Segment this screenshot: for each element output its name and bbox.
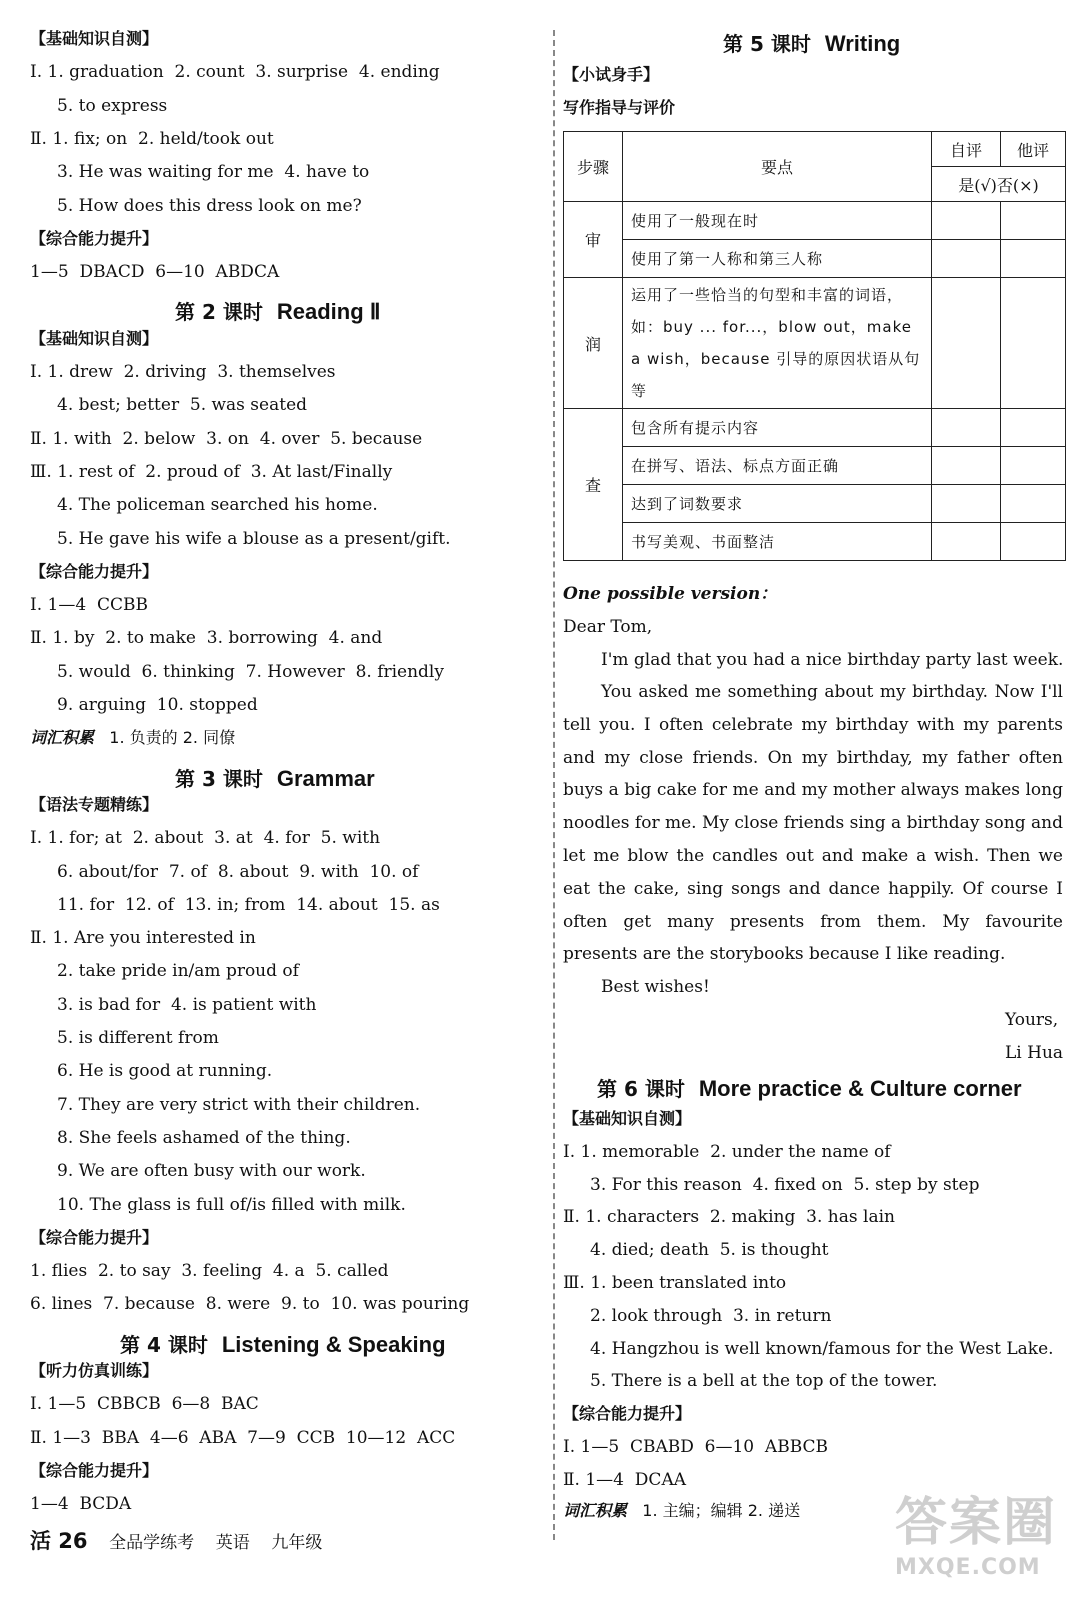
self-eval-cell [932, 278, 1001, 409]
section-heading: 【语法专题精练】 [30, 794, 159, 814]
answer-line: Ⅱ. 1. Are you interested in [30, 928, 256, 949]
answer-line: 5. There is a bell at the top of the tower. [563, 1371, 938, 1392]
lesson-5-title: 第 5 课时 Writing [723, 31, 901, 56]
answer-line: 3. For this reason 4. fixed on 5. step by step [563, 1174, 980, 1195]
lesson-title: 第 3 课时 Grammar [175, 765, 375, 791]
step-review: 审 [564, 202, 623, 278]
answer-line: 3. is bad for 4. is patient with [30, 994, 317, 1015]
answer-line: 5. He gave his wife a blouse as a present/gift. [30, 528, 451, 549]
answer-line: 2. take pride in/am proud of [30, 961, 299, 982]
table-point: 包含所有提示内容 [623, 409, 932, 447]
answer-line: 11. for 12. of 13. in; from 14. about 15. as [30, 894, 440, 915]
answer-line: Ⅱ. 1. characters 2. making 3. has lain [563, 1207, 895, 1228]
peer-eval-cell [1001, 447, 1066, 485]
book-name: 全品学练考 [109, 1533, 195, 1553]
section-heading: 【综合能力提升】 [563, 1404, 692, 1424]
peer-eval-cell [1001, 240, 1066, 278]
answer-line: 1. flies 2. to say 3. feeling 4. a 5. called [30, 1261, 389, 1282]
version-label: One possible version： [563, 584, 778, 604]
table-point: 运用了一些恰当的句型和丰富的词语，如：buy ... for...，blow out，make a wish，because 引导的原因状语从句等 [623, 278, 932, 409]
section-heading: 【基础知识自测】 [30, 328, 159, 348]
answer-line: 5. to express [30, 95, 168, 116]
peer-eval-cell [1001, 523, 1066, 561]
section-heading: 【基础知识自测】 [563, 1109, 692, 1128]
answer-line: 2. look through 3. in return [563, 1305, 832, 1326]
table-point: 在拼写、语法、标点方面正确 [623, 447, 932, 485]
answer-line: Ⅱ. 1. by 2. to make 3. borrowing 4. and [30, 628, 383, 649]
table-point: 使用了一般现在时 [623, 202, 932, 240]
answer-line: Ⅲ. 1. rest of 2. proud of 3. At last/Finally [30, 461, 393, 482]
answer-line: 6. about/for 7. of 8. about 9. with 10. of [30, 861, 419, 882]
self-eval-cell [932, 240, 1001, 278]
answer-line: Ⅰ. 1—5 CBABD 6—10 ABBCB [563, 1437, 829, 1457]
answer-line: 1—4 BCDA [30, 1494, 132, 1515]
lesson-6-title: 第 6 课时 More practice & Culture corner [597, 1076, 1022, 1101]
answer-line: Ⅱ. 1. with 2. below 3. on 4. over 5. because [30, 428, 423, 449]
section-try: 【小试身手】 [563, 65, 660, 84]
grade: 九年级 [271, 1533, 323, 1553]
answer-line: 4. Hangzhou is well known/famous for the West Lake. [563, 1338, 1054, 1359]
answer-line: Ⅱ. 1—4 DCAA [563, 1469, 686, 1490]
answer-line: 5. would 6. thinking 7. However 8. friendly [30, 661, 444, 682]
table-point: 达到了词数要求 [623, 485, 932, 523]
table-point: 使用了第一人称和第三人称 [623, 240, 932, 278]
peer-eval-cell [1001, 202, 1066, 240]
table-head-peer: 他评 [1001, 132, 1066, 167]
answer-line: Ⅱ. 1—3 BBA 4—6 ABA 7—9 CCB 10—12 ACC [30, 1427, 456, 1448]
peer-eval-cell [1001, 409, 1066, 447]
answer-line: Ⅰ. 1. memorable 2. under the name of [563, 1141, 891, 1162]
answer-line: Ⅰ. 1. drew 2. driving 3. themselves [30, 362, 336, 382]
lesson-title: 第 4 课时 Listening & Speaking [120, 1331, 446, 1357]
answer-line: 1—5 DBACD 6—10 ABDCA [30, 262, 280, 283]
self-eval-cell [932, 409, 1001, 447]
vocab-accumulation-6: 词汇积累 1. 主编；编辑 2. 递送 [563, 1501, 801, 1520]
letter-closing: Yours, [1005, 1010, 1059, 1030]
guide-title: 写作指导与评价 [563, 98, 676, 117]
step-check: 查 [564, 409, 623, 561]
letter-signature: Li Hua [1005, 1043, 1064, 1063]
letter-paragraph-3: Best wishes! [601, 977, 710, 997]
column-divider [553, 30, 555, 1540]
section-heading: 【听力仿真训练】 [30, 1361, 159, 1380]
lesson-title: 第 2 课时 Reading Ⅱ [175, 299, 381, 325]
letter-paragraph-1: I'm glad that you had a nice birthday party last week. [601, 650, 1064, 670]
peer-eval-cell [1001, 278, 1066, 409]
answer-line: 4. best; better 5. was seated [30, 395, 308, 416]
answer-line: 5. How does this dress look on me? [30, 195, 362, 216]
answer-line: Ⅰ. 1. for; at 2. about 3. at 4. for 5. with [30, 828, 381, 849]
answer-line: 10. The glass is full of/is filled with milk. [30, 1194, 406, 1215]
peer-eval-cell [1001, 485, 1066, 523]
self-eval-cell [932, 202, 1001, 240]
page-footer [30, 1525, 322, 1555]
answer-line: 9. We are often busy with our work. [30, 1161, 366, 1182]
self-eval-cell [932, 447, 1001, 485]
writing-guide-table [563, 131, 1066, 561]
table-head-self: 自评 [932, 132, 1001, 167]
subject: 英语 [215, 1533, 250, 1553]
answer-line: 7. They are very strict with their children. [30, 1094, 421, 1115]
answer-line: 3. He was waiting for me 4. have to [30, 162, 370, 183]
table-point: 书写美观、书面整洁 [623, 523, 932, 561]
answer-line: Ⅱ. 1. fix; on 2. held/took out [30, 128, 274, 149]
table-head-step: 步骤 [564, 132, 623, 202]
answer-line: Ⅲ. 1. been translated into [563, 1273, 787, 1293]
answer-line: Ⅰ. 1—5 CBBCB 6—8 BAC [30, 1394, 259, 1415]
self-eval-cell [932, 523, 1001, 561]
answer-line: Ⅰ. 1. graduation 2. count 3. surprise 4. ending [30, 62, 440, 83]
answer-line: 4. The policeman searched his home. [30, 495, 378, 516]
letter-greeting: Dear Tom, [563, 617, 653, 637]
table-head-mark: 是(√)否(×) [932, 167, 1066, 202]
section-heading: 【综合能力提升】 [30, 561, 159, 581]
section-heading: 【综合能力提升】 [30, 1460, 159, 1480]
answer-line: 5. is different from [30, 1028, 219, 1048]
page-number: 活 26 [30, 1529, 88, 1553]
answer-line: 4. died; death 5. is thought [563, 1240, 829, 1261]
letter-paragraph-2: You asked me something about my birthday. Now I'll tell you. I often celebrate my birthday with my parents and my close friends. On my birthday, my father often buys a big cake for me and my mother always makes long noodles for me. My close friends sing a birthday song and let me blow the candles out and make a wish. Then we eat the cake, sing songs and dance happily. Of course I often get many presents from them. My favourite presents are the storybooks because I like reading. [563, 682, 1063, 965]
table-head-point: 要点 [623, 132, 932, 202]
answer-line: 9. arguing 10. stopped [30, 695, 258, 715]
vocab-accumulation: 词汇积累 1. 负责的 2. 同僚 [30, 728, 236, 748]
answer-line: 8. She feels ashamed of the thing. [30, 1127, 351, 1148]
answer-line: 6. He is good at running. [30, 1061, 273, 1082]
self-eval-cell [932, 485, 1001, 523]
section-heading: 【综合能力提升】 [30, 1227, 159, 1247]
watermark-logo: 答案圈 MXQE.COM [895, 1493, 1058, 1580]
step-polish: 润 [564, 278, 623, 409]
section-heading: 【基础知识自测】 [30, 29, 159, 48]
section-heading: 【综合能力提升】 [30, 228, 159, 248]
answer-line: 6. lines 7. because 8. were 9. to 10. was pouring [30, 1294, 470, 1315]
answer-line: Ⅰ. 1—4 CCBB [30, 595, 148, 616]
